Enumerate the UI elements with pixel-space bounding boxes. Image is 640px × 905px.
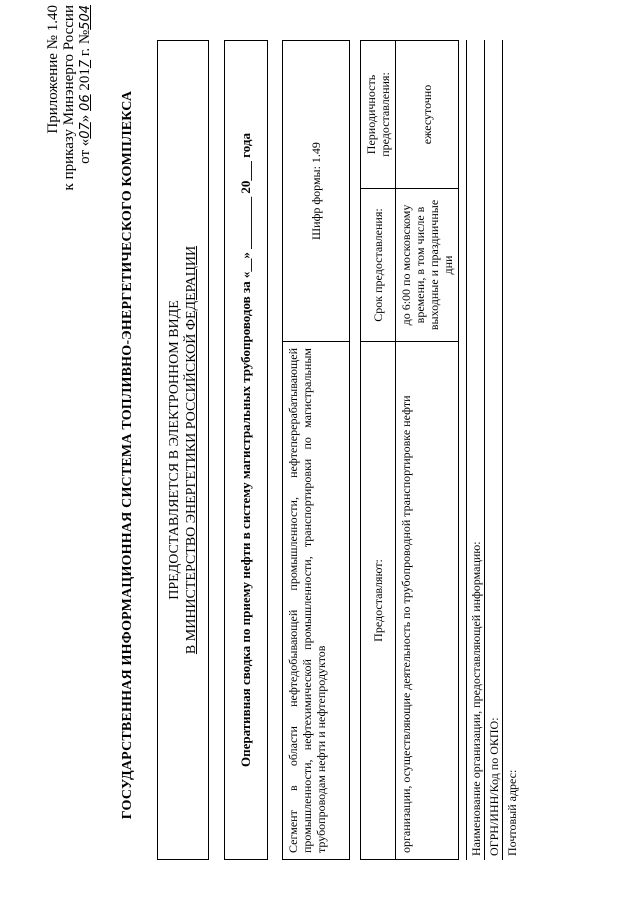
annex-year-prefix: 201: [77, 68, 93, 91]
info-address: Почтовый адрес:: [502, 40, 520, 860]
submission-notice-line1: ПРЕДОСТАВЛЯЕТСЯ В ЭЛЕКТРОННОМ ВИДЕ: [167, 300, 182, 600]
segment-table: [282, 40, 350, 860]
annex-header: [45, 5, 94, 385]
annex-year-suffix: г. №: [77, 29, 93, 57]
submission-notice-line2: В МИНИСТЕРСТВО ЭНЕРГЕТИКИ РОССИЙСКОЙ ФЕДЕРАЦИИ: [184, 245, 199, 655]
annex-number: 504: [78, 5, 93, 30]
header-who: Предоставляют:: [361, 342, 396, 860]
header-deadline: Срок предоставления:: [361, 189, 396, 342]
info-ids: ОГРН/ИНН/Код по ОКПО:: [484, 40, 502, 860]
submission-notice-box: [157, 40, 209, 860]
report-title: Оперативная сводка по приему нефти в систему магистральных трубопроводов за «__» ________ 20___ года: [238, 133, 253, 767]
segment-cell: Сегмент в области нефтедобывающей промышленности, нефтеперерабатывающей промышленности, нефтехимической промышленности, транспортировки по магистральным трубопроводам нефти и нефтепродуктов: [283, 342, 350, 860]
cell-who: организации, осуществляющие деятельность по трубопроводной транспортировке нефти: [396, 342, 459, 860]
cell-deadline: до 6:00 по московскому времени, в том числе в выходные и праздничные дни: [396, 189, 459, 342]
system-title: ГОСУДАРСТВЕННАЯ ИНФОРМАЦИОННАЯ СИСТЕМА ТОПЛИВНО-ЭНЕРГЕТИЧЕСКОГО КОМПЛЕКСА: [120, 90, 135, 820]
annex-line1: Приложение № 1.40: [45, 5, 61, 134]
info-org-name: Наименование организации, предоставляющей информацию:: [466, 40, 484, 860]
header-frequency: Периодичность предоставления:: [361, 41, 396, 189]
report-title-box: [224, 40, 268, 860]
annex-year-digit: 7: [78, 59, 93, 69]
annex-from-prefix: от «: [77, 138, 93, 164]
annex-month: 06: [78, 94, 93, 111]
annex-date-line: [77, 5, 94, 385]
annex-from-mid: »: [77, 114, 93, 123]
annex-day: 07: [78, 122, 93, 139]
annex-line2: к приказу Минэнерго России: [61, 5, 77, 191]
cell-frequency: ежесуточно: [396, 41, 459, 189]
submission-table: [360, 40, 459, 860]
form-code-cell: Шифр формы: 1.49: [283, 41, 350, 342]
